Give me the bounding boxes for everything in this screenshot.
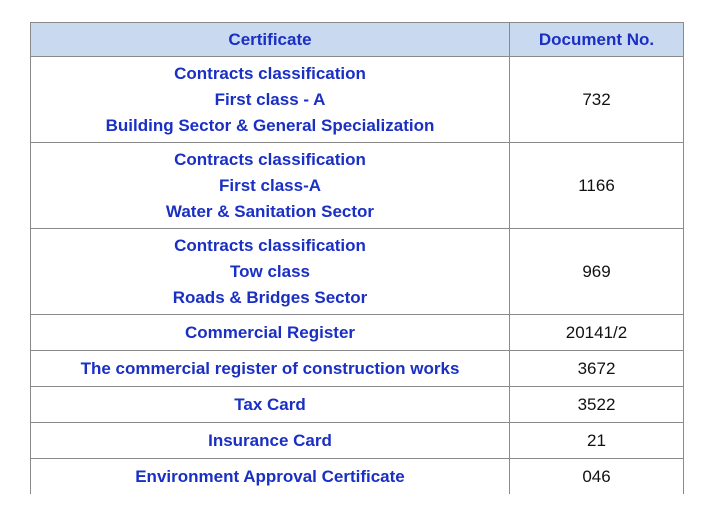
table-row: [31, 315, 684, 351]
certificate-line: Tow class: [230, 261, 310, 281]
table-row: [31, 351, 684, 387]
table-row: [31, 143, 684, 229]
document-no-cell: 21: [510, 423, 684, 459]
certificate-cell: [31, 143, 510, 229]
certificate-cell: [31, 351, 510, 387]
document-no-cell: 20141/2: [510, 315, 684, 351]
certificate-line: Commercial Register: [184, 322, 356, 342]
table-row: [31, 387, 684, 423]
table-row: [31, 229, 684, 315]
document-no-cell: 1166: [510, 143, 684, 229]
certificate-cell: [31, 315, 510, 351]
certificate-line: Roads & Bridges Sector: [172, 287, 368, 307]
document-no-cell: 3522: [510, 387, 684, 423]
certificate-line: Building Sector & General Specialization: [105, 115, 435, 135]
certificates-table: [30, 22, 684, 494]
certificate-line: Environment Approval Certificate: [135, 466, 405, 486]
document-no-cell: 969: [510, 229, 684, 315]
header-certificate: Certificate: [31, 23, 510, 57]
certificate-line: First class - A: [214, 89, 326, 109]
table-row: [31, 423, 684, 459]
certificate-line: Tax Card: [234, 394, 306, 414]
document-no-cell: 046: [510, 459, 684, 495]
document-no-cell: 732: [510, 57, 684, 143]
certificate-line: Contracts classification: [174, 149, 366, 169]
certificate-line: Insurance Card: [208, 430, 332, 450]
certificate-line: The commercial register of construction works: [80, 358, 460, 378]
certificate-line: Water & Sanitation Sector: [165, 201, 375, 221]
table-row: [31, 57, 684, 143]
certificate-cell: [31, 423, 510, 459]
document-no-cell: 3672: [510, 351, 684, 387]
table-header-row: [31, 23, 684, 57]
certificate-line: Contracts classification: [174, 235, 366, 255]
header-document-no: Document No.: [510, 23, 684, 57]
certificate-line: First class-A: [218, 175, 322, 195]
certificate-line: Contracts classification: [174, 63, 366, 83]
certificate-cell: [31, 387, 510, 423]
certificate-cell: [31, 459, 510, 495]
certificate-cell: [31, 57, 510, 143]
table-row: [31, 459, 684, 495]
certificate-cell: [31, 229, 510, 315]
